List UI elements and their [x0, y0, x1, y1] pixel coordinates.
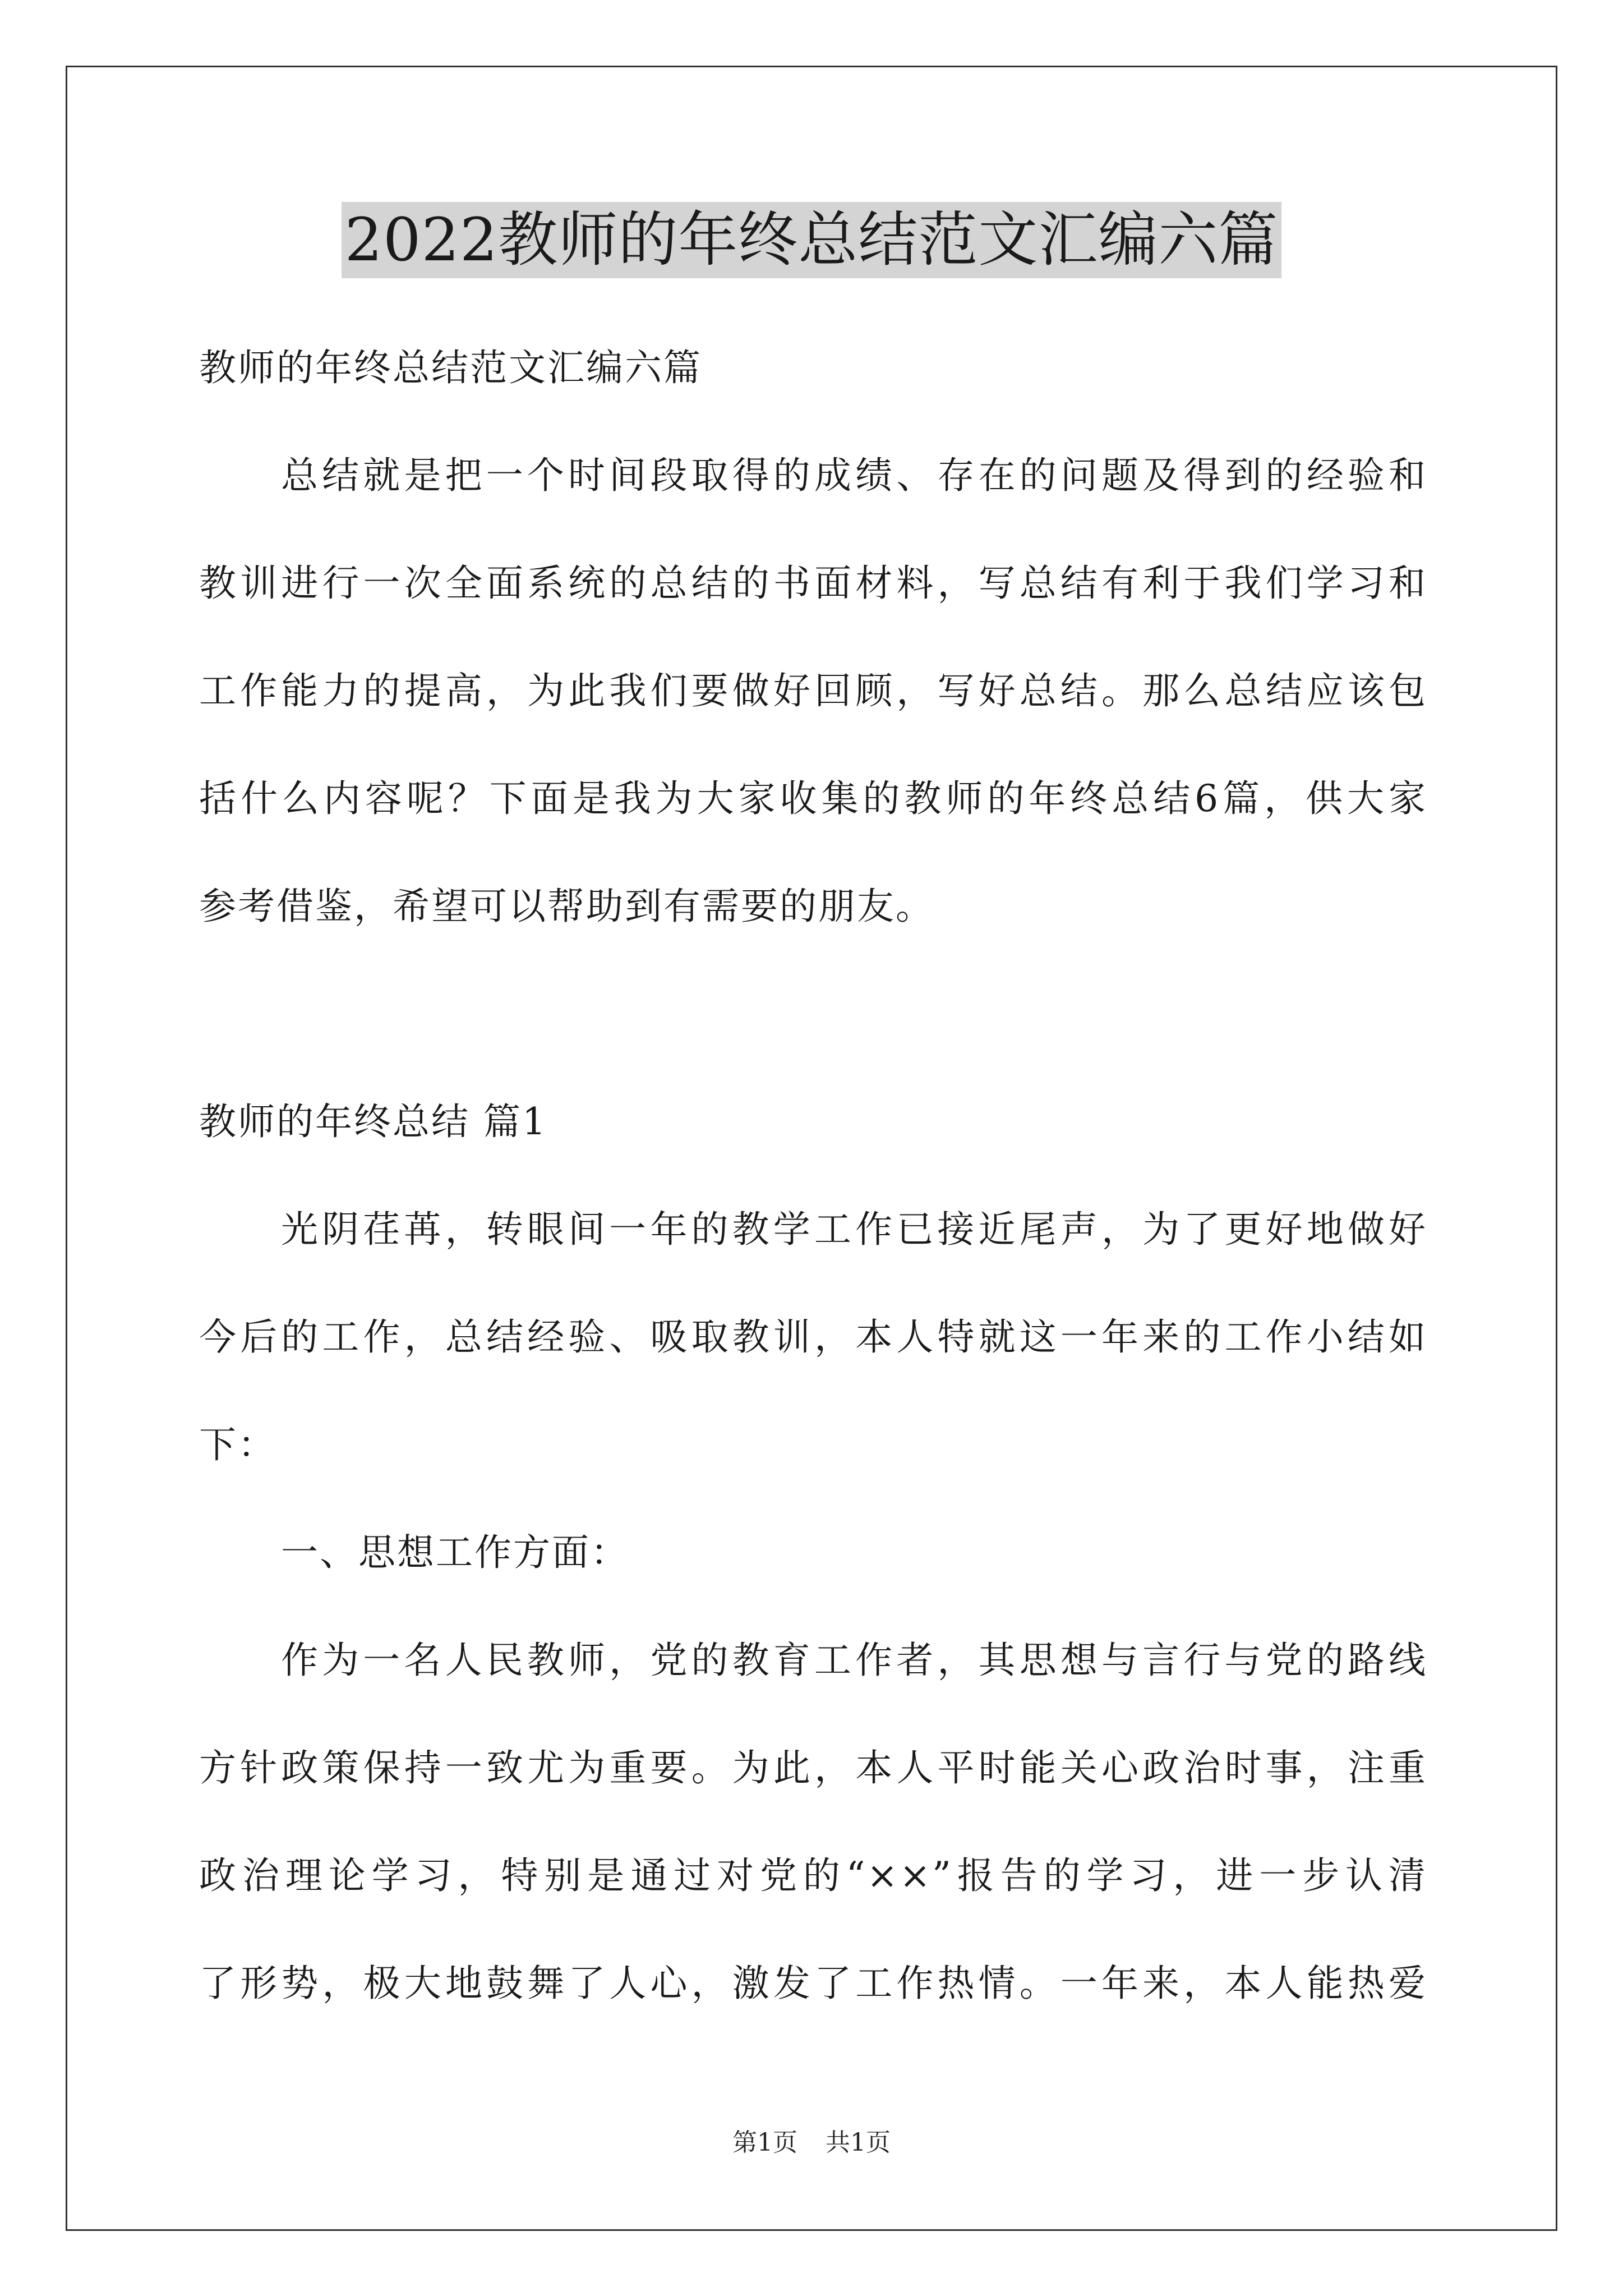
title-container [0, 202, 1623, 278]
section-line: 光阴荏苒，转眼间一年的教学工作已接近尾声，为了更好地做好 [281, 1208, 1427, 1251]
page-footer [0, 2126, 1623, 2160]
document-title: 2022教师的年终总结范文汇编六篇 [342, 202, 1282, 278]
section-line: 下： [199, 1423, 276, 1466]
page-total: 共1页 [826, 2128, 891, 2157]
subsection-line: 方针政策保持一致尤为重要。为此，本人平时能关心政治时事，注重 [199, 1746, 1427, 1789]
subsection-line: 了形势，极大地鼓舞了人心，激发了工作热情。一年来，本人能热爱 [199, 1962, 1427, 2005]
subheading: 一、思想工作方面： [281, 1531, 629, 1574]
subsection-line: 作为一名人民教师，党的教育工作者，其思想与言行与党的路线 [281, 1639, 1427, 1682]
subtitle-line: 教师的年终总结范文汇编六篇 [199, 346, 702, 389]
intro-line: 括什么内容呢？下面是我为大家收集的教师的年终总结6篇，供大家 [199, 777, 1427, 820]
intro-line: 工作能力的提高，为此我们要做好回顾，写好总结。那么总结应该包 [199, 669, 1427, 712]
intro-line: 教训进行一次全面系统的总结的书面材料，写总结有利于我们学习和 [199, 562, 1427, 605]
section-line: 今后的工作，总结经验、吸取教训，本人特就这一年来的工作小结如 [199, 1315, 1427, 1359]
document-body [199, 314, 1427, 2037]
intro-line: 参考借鉴，希望可以帮助到有需要的朋友。 [199, 885, 934, 928]
page-number: 第1页 [732, 2128, 797, 2157]
paragraph-gap [199, 960, 1427, 1068]
intro-line: 总结就是把一个时间段取得的成绩、存在的问题及得到的经验和 [281, 454, 1427, 497]
subsection-line: 政治理论学习，特别是通过对党的“××”报告的学习，进一步认清 [199, 1854, 1427, 1897]
section-heading: 教师的年终总结 篇1 [199, 1100, 547, 1143]
